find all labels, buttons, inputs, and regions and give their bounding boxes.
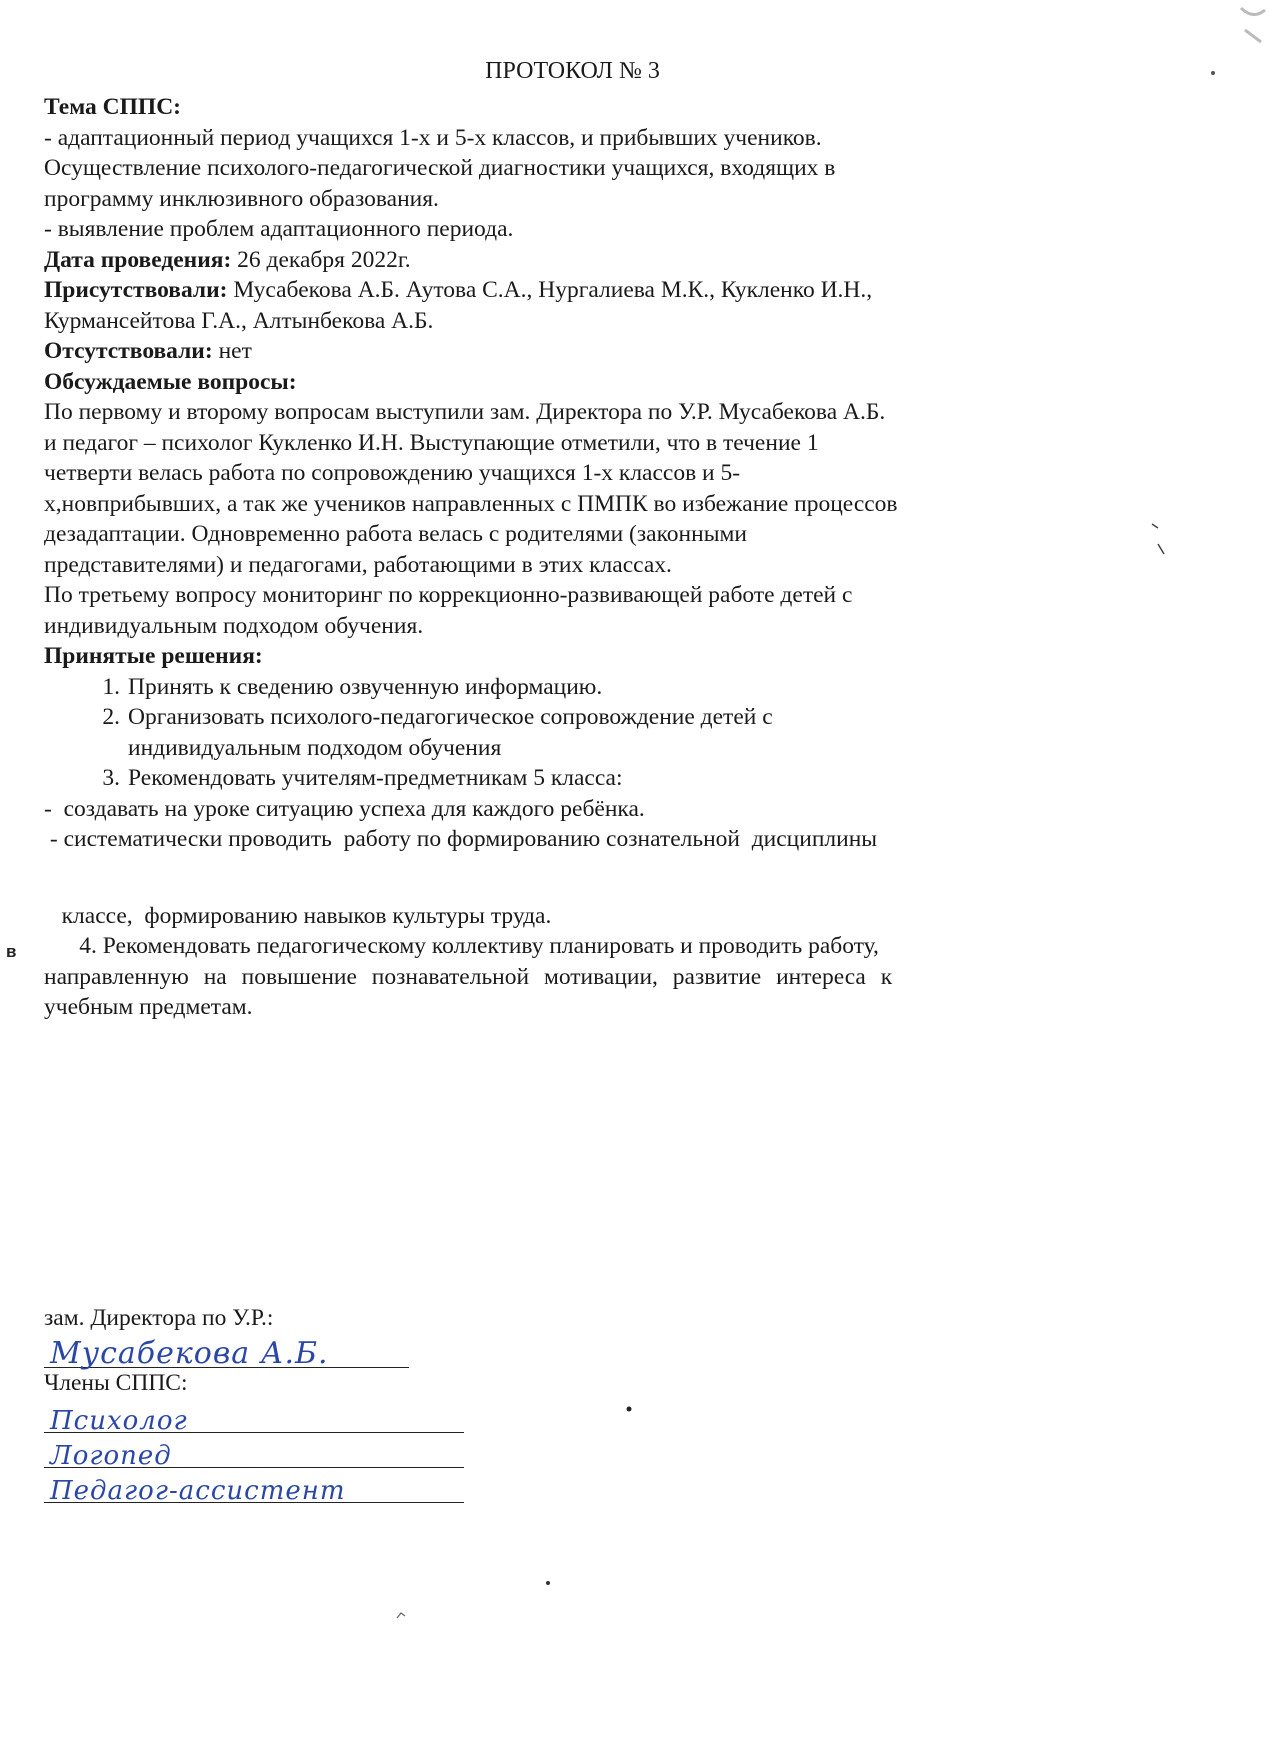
issues-line: индивидуальным подходом обучения. (44, 612, 424, 639)
signature-block (44, 1303, 504, 1506)
line-gap (44, 855, 1114, 901)
member-signature-line (44, 1433, 464, 1471)
scan-speck (395, 1610, 407, 1620)
decision-text: Принять к сведению озвученную информацию. (128, 673, 603, 700)
decisions-label: Принятые решения: (44, 643, 263, 669)
issues-line: х,новприбывших, а так же учеников направленных с ПМПК во избежание процессов (44, 490, 898, 517)
issues-line: и педагог – психолог Кукленко И.Н. Выступающие отметили, что в течение 1 (44, 429, 819, 456)
decision-4-line: учебным предметам. (44, 994, 253, 1020)
issues-line: дезадаптации. Одновременно работа велась с родителями (законными (44, 521, 747, 547)
decision-4-line: направленную на повышение познавательной мотивации, развитие интереса к (44, 963, 893, 990)
decision-number: 1. (102, 673, 120, 700)
decision-number: 2. (102, 704, 120, 730)
scan-speck (545, 1580, 551, 1586)
deputy-signature: Мусабекова А.Б. (50, 1336, 329, 1371)
decision-item (44, 763, 1114, 794)
recommendation-bullet: - систематически проводить работу по формированию сознательной дисциплины (44, 826, 878, 852)
decision-text: Организовать психолого-педагогическое сопровождение детей с (128, 704, 773, 730)
decision-item (44, 702, 1114, 733)
date-label: Дата проведения: (44, 246, 232, 273)
decision-item (44, 672, 1114, 703)
present-row (44, 275, 1114, 306)
issues-line: четверти велась работа по сопровождению учащихся 1-х классов и 5- (44, 460, 741, 486)
document-body (44, 92, 1114, 1023)
topic-line: программу инклюзивного образования. (44, 185, 439, 212)
absent-label: Отсутствовали: (44, 338, 213, 364)
present-label: Присутствовали: (44, 277, 228, 303)
scan-speck (625, 1405, 633, 1413)
topic-line: Осуществление психолого-педагогической диагностики учащихся, входящих в (44, 155, 836, 181)
scan-edge (1235, 0, 1275, 60)
issues-line: По третьему вопросу мониторинг по коррекционно-развивающей работе детей с (44, 582, 853, 608)
present-value: Мусабекова А.Б. Аутова С.А., Нургалиева М.К., Кукленко И.Н., (227, 277, 873, 303)
decision-4-line: 4. Рекомендовать педагогическому коллективу планировать и проводить работу, (44, 933, 879, 959)
member-signature-line (44, 1398, 464, 1436)
topic-label: Тема СППС: (44, 94, 182, 120)
scan-speck (1148, 520, 1168, 560)
date-row (44, 245, 1114, 276)
decision-number: 3. (102, 765, 120, 791)
deputy-label: зам. Директора по У.Р.: (44, 1305, 274, 1331)
members-label: Члены СППС: (44, 1370, 188, 1396)
date-value: 26 декабря 2022г. (231, 246, 411, 273)
present-continuation: Курмансейтова Г.А., Алтынбекова А.Б. (44, 307, 434, 334)
stray-letter: в (6, 942, 17, 961)
issues-label: Обсуждаемые вопросы: (44, 368, 297, 395)
issues-line: представителями) и педагогами, работающими в этих классах. (44, 551, 672, 578)
decision-continuation: индивидуальным подходом обучения (128, 734, 502, 761)
member-signature: Логопед (50, 1441, 172, 1471)
topic-line: - адаптационный период учащихся 1-х и 5-х классов, и прибывших учеников. (44, 124, 822, 151)
member-signature: Педагог-ассистент (50, 1476, 346, 1506)
decision-text: Рекомендовать учителям-предметникам 5 класса: (128, 765, 623, 791)
member-signature: Психолог (50, 1406, 188, 1436)
topic-line: - выявление проблем адаптационного периода. (44, 216, 514, 242)
deputy-signature-line (44, 1333, 409, 1371)
absent-row (44, 336, 1114, 367)
absent-value: нет (212, 338, 252, 364)
issues-line: По первому и второму вопросам выступили зам. Директора по У.Р. Мусабекова А.Б. (44, 399, 886, 425)
scan-speck (1210, 70, 1216, 76)
recommendation-continuation: классе, формированию навыков культуры труда. (44, 902, 552, 929)
document-title: ПРОТОКОЛ № 3 (485, 58, 660, 84)
recommendation-bullet: - создавать на уроке ситуацию успеха для каждого ребёнка. (44, 795, 645, 822)
member-signature-line (44, 1468, 464, 1506)
